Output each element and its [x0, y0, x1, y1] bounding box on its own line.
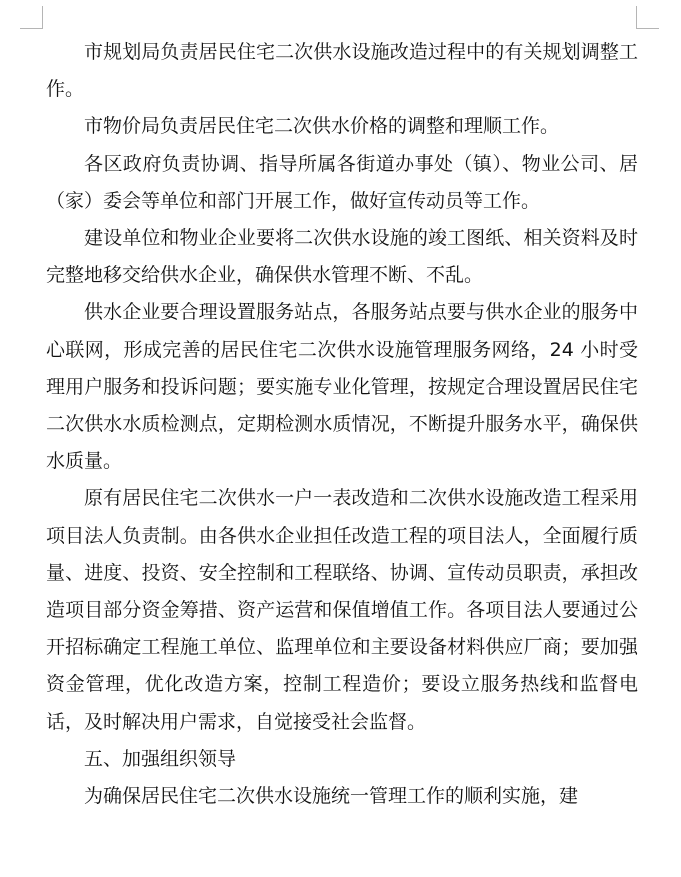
paragraph-planning-bureau: 市规划局负责居民住宅二次供水设施改造过程中的有关规划调整工作。	[46, 41, 638, 101]
paragraph-district-government: 各区政府负责协调、指导所属各街道办事处（镇）、物业公司、居（家）委会等单位和部门开展工作，做好宣传动员等工作。	[46, 152, 638, 212]
document-body	[46, 34, 638, 815]
section-heading: 五、加强组织领导	[84, 747, 237, 770]
crop-mark-top-left	[20, 6, 43, 29]
paragraph-project-legal-person: 原有居民住宅二次供水一户一表改造和二次供水设施改造工程采用项目法人负责制。由各供水企业担任改造工程的项目法人，全面履行质量、进度、投资、安全控制和工程联络、协调、宣传动员职责，承担改造项目部分资金筹措、资产运营和保值增值工作。各项目法人要通过公开招标确定工程施工单位、监理单位和主要设备材料供应厂商；要加强资金管理，优化改造方案，控制工程造价；要设立服务热线和监督电话，及时解决用户需求，自觉接受社会监督。	[46, 487, 638, 733]
crop-mark-top-right	[636, 6, 659, 29]
paragraph-construction-units: 建设单位和物业企业要将二次供水设施的竣工图纸、相关资料及时完整地移交给供水企业，确保供水管理不断、不乱。	[46, 227, 638, 287]
paragraph-price-bureau: 市物价局负责居民住宅二次供水价格的调整和理顺工作。	[84, 115, 560, 138]
paragraph-water-supply-enterprises: 供水企业要合理设置服务站点，各服务站点要与供水企业的服务中心联网，形成完善的居民住宅二次供水设施管理服务网络，24 小时受理用户服务和投诉问题；要实施专业化管理，按规定合理设置居民住宅二次供水水质检测点，定期检测水质情况，不断提升服务水平，确保供水质量。	[46, 301, 638, 473]
paragraph-last: 为确保居民住宅二次供水设施统一管理工作的顺利实施，建	[84, 785, 579, 808]
